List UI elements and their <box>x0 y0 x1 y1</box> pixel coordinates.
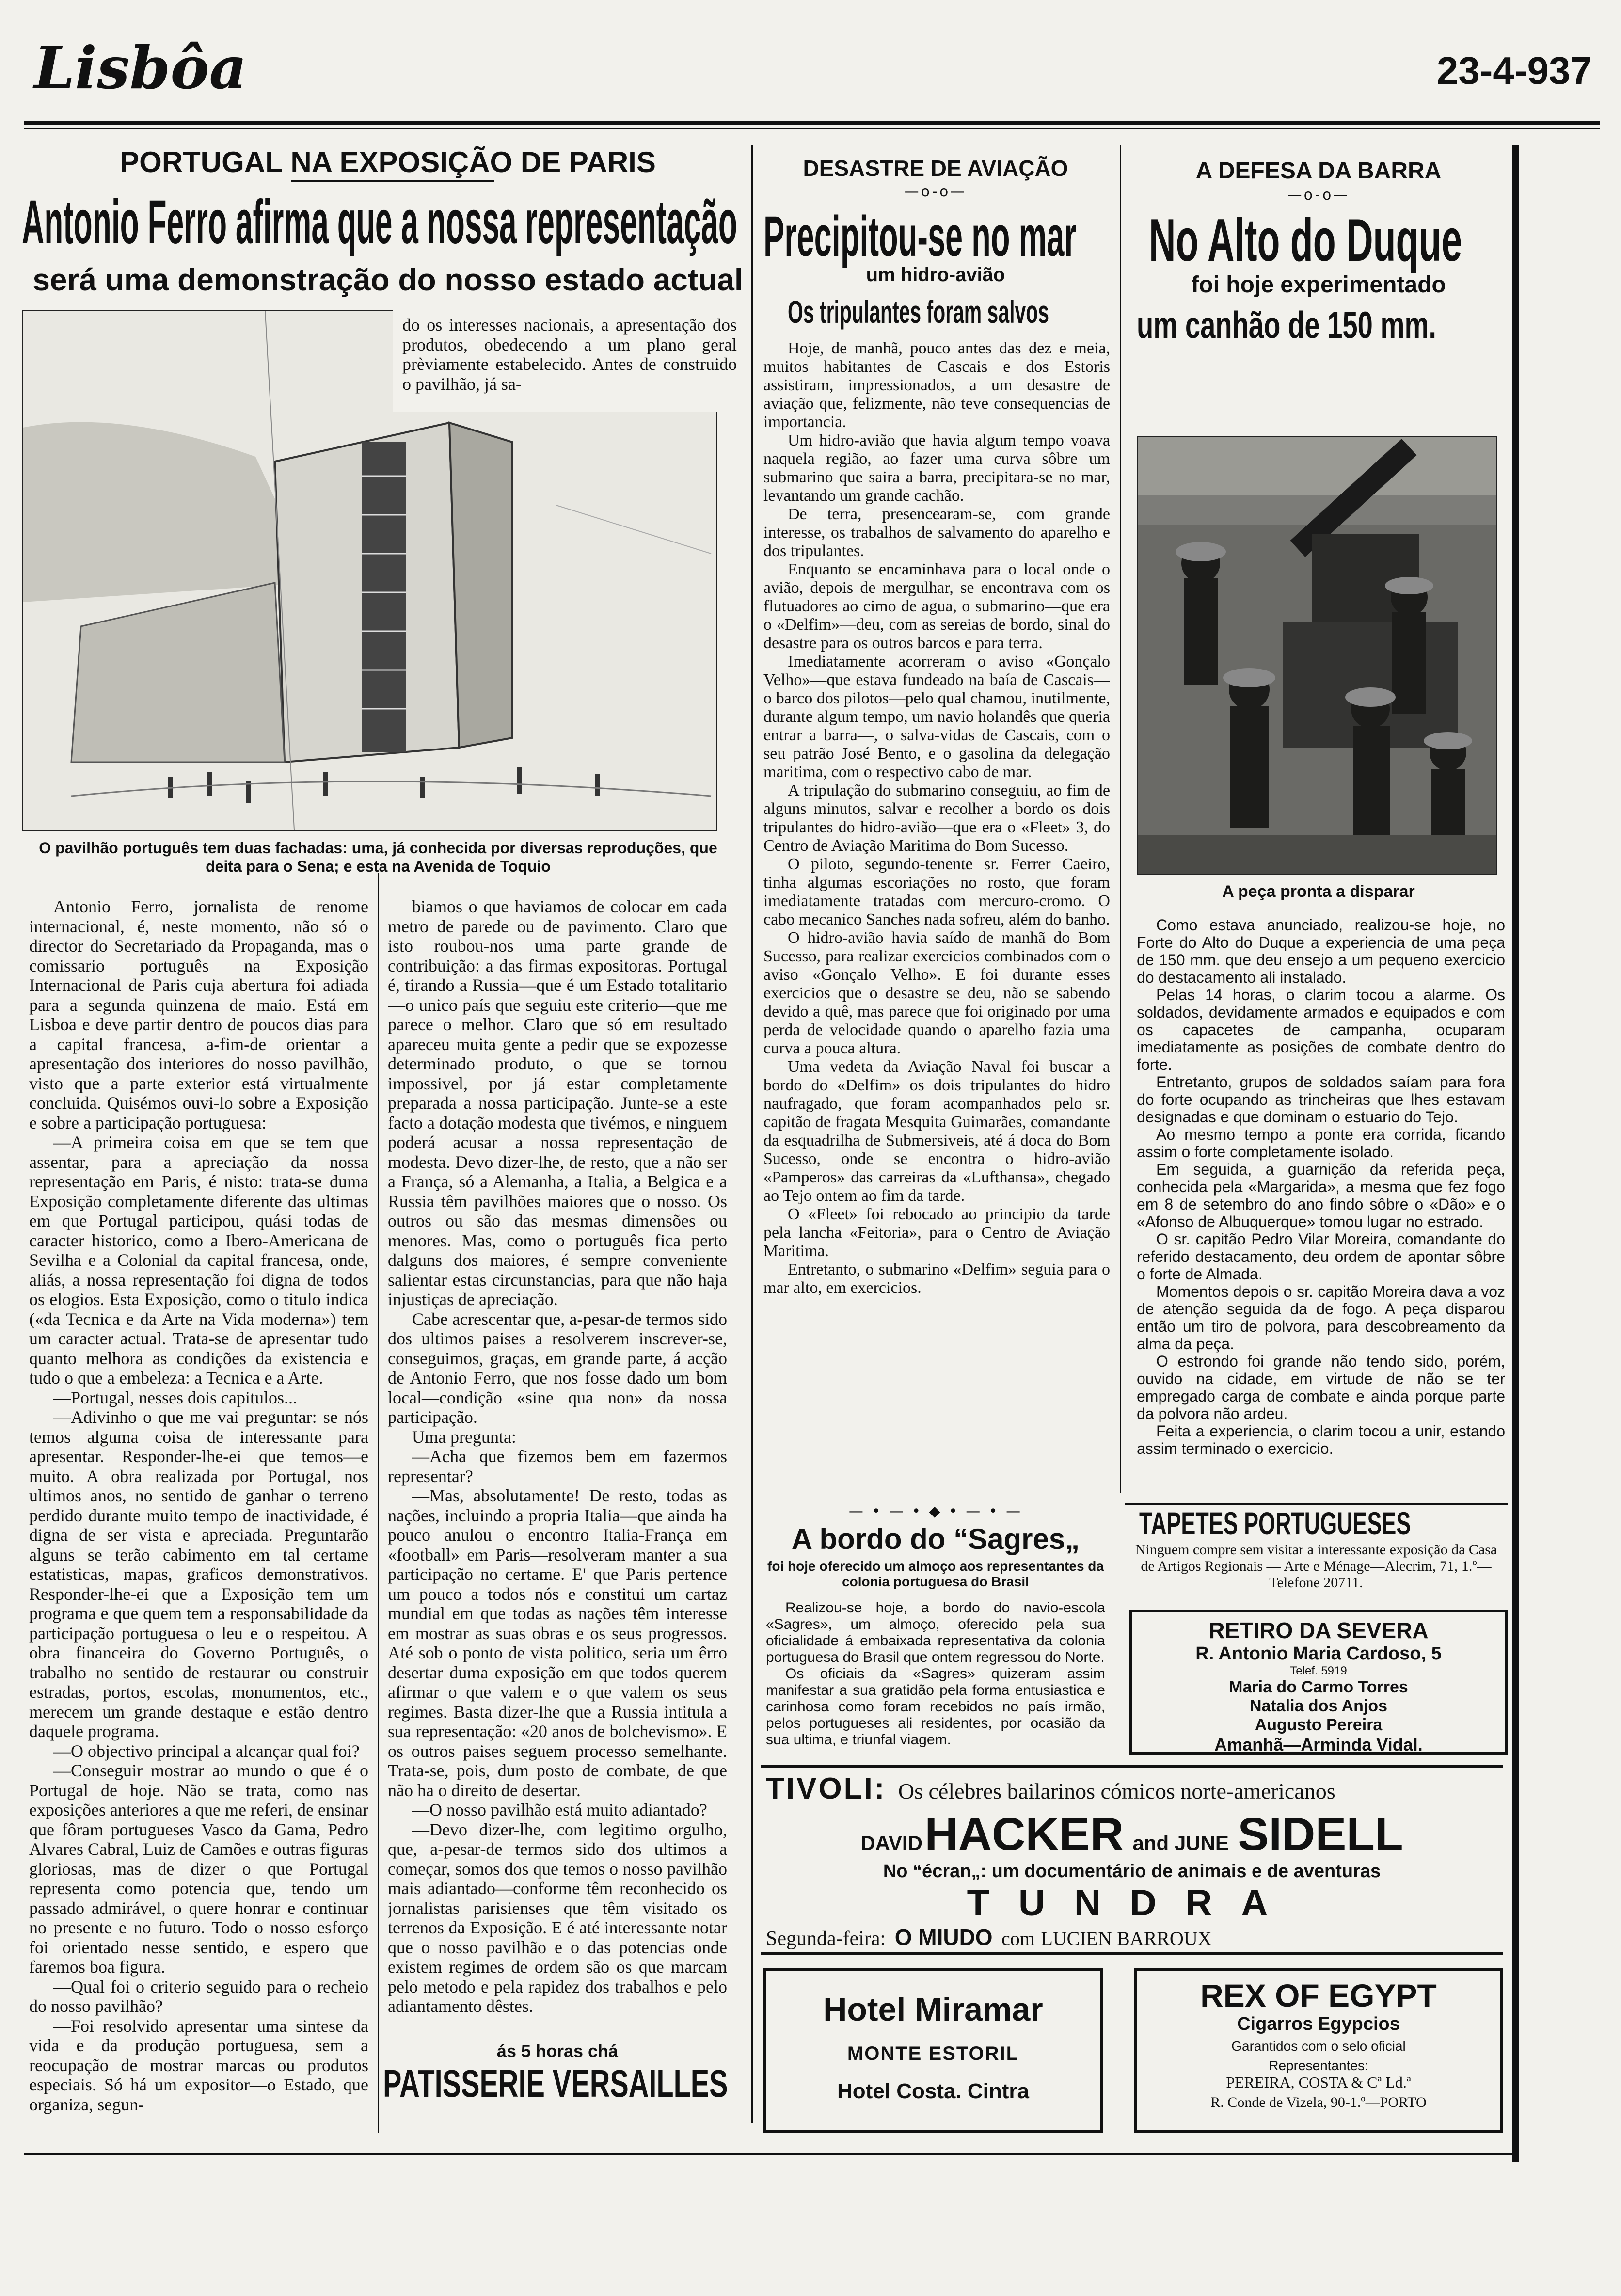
tivoli-ad <box>761 1765 1503 1955</box>
masthead-rule-thin <box>24 128 1600 129</box>
defense-body <box>1137 916 1505 1493</box>
paragraph: O estrondo foi grande não tendo sido, porém, ouvido na cidade, em virtude de não se ter empregado carga de combate e ainda porque parte da polvora não ardeu. <box>1137 1353 1505 1422</box>
paragraph: —Mas, absolutamente! De resto, todas as nações, incluindo a propria Italia—que ainda ha pouco anulou o encontro Italia-França em «football» em Paris—resolveram manter a sua participação no certame. E' que Paris pertence um pouco a todos nós e constitui um cartaz mundial em que todas as nações têm interesse em mostrar as suas obras e os seus progressos. Até sob o ponto de vista politico, seria um êrro desertar duma exposição em que todos querem afirmar o que valem e o que valem os seus regimes. Basta dizer-lhe que a Russia intitula a sua representação: «20 anos de bolchevismo». E os outros paises seguem processo semelhante. Trata-se, pois, dum posto de combate, de que não ha o direito de desertar. <box>388 1486 727 1800</box>
tivoli-performers <box>761 1808 1503 1861</box>
severa-phone: Telef. 5919 <box>1290 1664 1347 1677</box>
patisserie-name: PATISSERIE VERSAILLES <box>383 2062 728 2105</box>
column-rule <box>378 873 379 2133</box>
patisserie-time: ás 5 horas chá <box>496 2041 619 2061</box>
sagres-subhead: foi hoje oferecido um almoço aos representantes da colonia portuguesa do Brasil <box>767 1559 1104 1589</box>
miramar-ad <box>763 1968 1103 2133</box>
page-border-bottom <box>24 2152 1517 2155</box>
paragraph: —A primeira coisa em que se tem que assentar, para a apreciação da nossa representação em Paris, é nisto: trata-se duma Exposição completamente diferente das ultimas em que Portugal participou, quási todas de caracter historico, como a Ibero-Americana de Sevilha e a Colonial da capital francesa, onde, aliás, a nossa representação foi digna de todos os elogios. Esta Exposição, como o titulo indica («da Tecnica e da Arte na Vida moderna») tem um caracter actual. Trata-se de apresentar tudo quanto melhora as condições da existencia e tudo o que a embeleza: a Tecnica e a Arte. <box>29 1132 368 1387</box>
sagres-headline: A bordo do “Sagres„ <box>791 1523 1080 1555</box>
paragraph: —O objectivo principal a alcançar qual foi? <box>53 1741 360 1761</box>
paragraph: O sr. capitão Pedro Vilar Moreira, comandante do referido destacamento, deu ordem de apontar sôbre o forte de Almada. <box>1137 1230 1505 1283</box>
aviation-body <box>763 339 1110 1498</box>
paragraph: Hoje, de manhã, pouco antes das dez e meia, muitos habitantes de Cascais e dos Estoris assistiram, impressionados, a um desastre de aviação que, felizmente, não teve consequencias de importancia. <box>763 339 1110 431</box>
paragraph: —O nosso pavilhão está muito adiantado? <box>412 1800 707 1819</box>
paragraph: —Conseguir mostrar ao mundo o que é o Portugal de hoje. Não se trata, como nas exposições anteriores a que me referi, de ensinar que fôram portugueses Vasco da Gama, Pedro Alvares Cabral, Luiz de Camões e outras figuras gloriosas, mas de dizer o que Portugal representa como potencia que, tendo um passado admirável, o quere honrar e continuar no presente e no futuro. Todo o nosso esforço foi orientado nesse sentido, e espero que faremos boa figura. <box>29 1761 368 1977</box>
tapetes-title: TAPETES PORTUGUESES <box>1139 1505 1411 1541</box>
masthead-rule <box>24 121 1600 125</box>
defense-ornament: —o-o— <box>1287 187 1350 204</box>
tivoli-name: TIVOLI: <box>766 1772 887 1805</box>
paragraph: Ao mesmo tempo a ponte era corrida, ficando assim o forte completamente isolado. <box>1137 1126 1505 1161</box>
rex-title: REX OF EGYPT <box>1200 1977 1437 2013</box>
paragraph: A tripulação do submarino conseguiu, ao fim de alguns minutos, salvar e recolher a bordo os dois tripulantes do hidro-avião—que era o «Fleet» 3, do Centro de Aviação Maritima do Bom Sucesso. <box>763 781 1110 855</box>
tivoli-ecran: No “écran„: um documentário de animais e de aventuras <box>883 1861 1381 1881</box>
tivoli-tagline: Os célebres bailarinos cómicos norte-americanos <box>898 1779 1335 1803</box>
aviation-deck: Os tripulantes foram salvos <box>788 294 1049 330</box>
paragraph: biamos o que haviamos de colocar em cada metro de parede ou de pavimento. Claro que isto roubou-nos uma parte grande de contribuição: a das firmas expositoras. Portugal é, tirando a Russia—que é um Estado totalitario—o unico país que seguiu este criterio—que me parece o melhor. Claro que só em resultado apareceu muita gente a pedir que se expozesse determinado produto, o que se tornou impossivel, por já estar completamente preparada a nossa participação. Junte-se a este facto a dotação modesta que tivémos, e ninguem poderá acusar a nossa representação de modesta. Devo dizer-lhe, de resto, que a não ser a França, só a Alemanha, a Italia, a Belgica e a Russia têm pavilhões maiores que o nosso. Os outros ou são das mesmas dimensões ou menores. Mas, como o português fica perto dalguns dos maiores, é sempre conveniente salientar estas circunstancias, para que não haja injustiças de apreciação. <box>388 897 727 1309</box>
pavilion-caption: O pavilhão português tem duas fachadas: uma, já conhecida por diversas reproduções, que deita para o Sena; e esta na Avenida de Toquio <box>39 839 717 875</box>
severa-artist: Augusto Pereira <box>1255 1716 1383 1734</box>
paragraph: Como estava anunciado, realizou-se hoje, no Forte do Alto do Duque a experiencia de uma peça de 150 mm. que deu ensejo a um pequeno exercicio do destacamento ali instalado. <box>1137 916 1505 986</box>
tivoli-header <box>761 1771 1503 1806</box>
tivoli-monday-film: O MIUDO <box>894 1925 993 1950</box>
sagres-ornament: — • — • ◆ • — • — <box>848 1503 1023 1520</box>
paragraph: Os oficiais da «Sagres» quizeram assim manifestar a sua gratidão pela forma entusiastica e carinhosa como foram recebidos no país irmão, pelos portugueses ali residentes, por ocasião da sua ultima, e triunfal viagem. <box>766 1666 1105 1748</box>
miramar-other: Hotel Costa. Cintra <box>837 2079 1030 2103</box>
cannon-illustration <box>1138 437 1496 874</box>
page-border-right <box>1512 145 1519 2162</box>
paragraph: Em seguida, a guarnição da referida peça, conhecida pela «Margarida», a mesma que fez fogo em 8 de setembro do ano findo sôbre o «Dão» e o «Afonso de Albuquerque» tomou lugar no estrado. <box>1137 1161 1505 1230</box>
paragraph: Pelas 14 horas, o clarim tocou a alarme. Os soldados, devidamente armados e equipados e com os capacetes de campanha, ocuparam imediatamente as posições de combate dentro do forte. <box>1137 986 1505 1073</box>
main-kicker: PORTUGAL NA EXPOSIÇÃO DE PARIS <box>120 146 656 178</box>
paragraph: Feita a experiencia, o clarim tocou a unir, estando assim terminado o exercicio. <box>1137 1422 1505 1457</box>
defense-subhead: foi hoje experimentado <box>1191 272 1446 298</box>
paragraph: De terra, presencearam-se, com grande interesse, os trabalhos de salvamento do aparelho e dos tripulantes. <box>763 505 1110 560</box>
masthead-date: 23-4-937 <box>1436 49 1592 92</box>
severa-artist: Maria do Carmo Torres <box>1229 1678 1408 1696</box>
tivoli-film: TUNDRA <box>967 1882 1297 1924</box>
main-column-2 <box>388 897 727 2031</box>
paragraph: O piloto, segundo-tenente sr. Ferrer Caeiro, tinha algumas escoriações no rosto, que foram imediatamente tratadas com mercuro-cromo. O cabo mecanico Sanches nada sofreu, além do banho. <box>763 855 1110 928</box>
paragraph: O hidro-avião havia saído de manhã do Bom Sucesso, para realizar exercicios combinados com o aviso «Gonçalo Velho». E foi durante esses exercicios que o desastre se deu, não se sabendo devido a quê, mas parece que foi originado por uma perda de velocidade quando o aparelho fazia uma curva a pouca altura. <box>763 929 1110 1057</box>
aviation-kicker: DESASTRE DE AVIAÇÃO <box>803 156 1068 181</box>
tapetes-text: Ninguem compre sem visitar a interessante exposição da Casa de Artigos Regionais — Arte e Ménage—Alecrim, 71, 1.º—Telefone 20711. <box>1135 1542 1497 1591</box>
paragraph: —Adivinho o que me vai preguntar: se nós temos alguma coisa de interessante para apresentar. Responder-lhe-ei que temos—e muito. A obra realizada por Portugal, nos ultimos anos, no sentido de ganhar o terreno perdido durante muito tempo de inactividade, é digna de ser vista e apreciada. Preguntarão alguns se terão cabimento em tal certame estatisticas, mapas, graficos demonstrativos. Responder-lhe-ei que a Exposição tem um programa e que quem tem a responsabilidade da participação portuguesa o leu e o respeitou. A obra financeira do Governo Português, o trabalho no sentido de restaurar ou construir estradas, portos, escolas, monumentos, etc., merecem um grande destaque e estão dentro daquele programa. <box>29 1407 368 1741</box>
paragraph: —Qual foi o criterio seguido para o recheio do nosso pavilhão? <box>29 1977 368 2016</box>
cannon-caption: A peça pronta a disparar <box>1222 882 1415 901</box>
paragraph: —Portugal, nesses dois capitulos... <box>53 1387 297 1407</box>
rex-guarantee: Garantidos com o selo oficial <box>1231 2039 1406 2054</box>
tivoli-david: DAVID <box>860 1832 922 1854</box>
paragraph: Momentos depois o sr. capitão Moreira dava a voz de atenção seguida da de fogo. A peça disparou então um tiro de polvora, para descobreamento da alma da peça. <box>1137 1283 1505 1353</box>
miramar-title: Hotel Miramar <box>823 1991 1043 2028</box>
rex-address: R. Conde de Vizela, 90-1.º—PORTO <box>1210 2094 1427 2110</box>
defense-deck: um canhão de 150 mm. <box>1137 303 1436 346</box>
main-headline: Antonio Ferro afirma que a nossa representação <box>22 188 737 257</box>
aviation-headline: Precipitou-se no mar <box>763 205 1077 269</box>
rex-reps: PEREIRA, COSTA & Cª Ld.ª <box>1226 2073 1411 2091</box>
defense-headline: No Alto do Duque <box>1149 207 1462 274</box>
paragraph: —Foi resolvido apresentar uma sintese da vida e da produção portuguesa, sem a reocupação de mostrar marcas ou produtos especiais. Só há um expositor—o Estado, que organiza, segun- <box>29 2016 368 2114</box>
paragraph: O «Fleet» foi rebocado ao principio da tarde pela lancha «Feitoria», para o Centro de Aviação Maritima. <box>763 1205 1110 1260</box>
paragraph: —Acha que fizemos bem em fazermos representar? <box>388 1447 727 1486</box>
severa-address: R. Antonio Maria Cardoso, 5 <box>1195 1643 1442 1664</box>
column-rule <box>1120 145 1121 1493</box>
tivoli-sidell: SIDELL <box>1238 1808 1403 1860</box>
rex-ad <box>1134 1968 1503 2133</box>
tivoli-com: com <box>1001 1928 1035 1949</box>
severa-ad <box>1129 1610 1508 1755</box>
paragraph: —Devo dizer-lhe, com legitimo orgulho, que, a-pesar-de termos sido dos ultimos a começar, somos dos que temos o nosso pavilhão mais adiantado—conforme têm reconhecido os jornalistas parisienses que têm visitado os terrenos da Exposição. E é até interessante notar que o nosso pavilhão e o das potencias onde existem regimes de ordem são os que marcam pelo metodo e pela rapidez dos trabalhos e pelo adiantamento dêstes. <box>388 1819 727 2016</box>
tapetes-ad <box>1125 1503 1508 1591</box>
severa-footer: Amanhã—Arminda Vidal. <box>1214 1735 1423 1754</box>
severa-title: RETIRO DA SEVERA <box>1208 1618 1429 1643</box>
paragraph: Antonio Ferro, jornalista de renome internacional, é, neste momento, não só o director do Secretariado da Propaganda, mas o comissario português na Exposição Internacional de Paris cuja abertura foi adiada para a segunda quinzena de maio. Está em Lisboa e deve partir dentro de poucos dias para a capital francesa, a-fim-de orientar a apresentação dos interiores do nosso pavilhão, visto que a parte exterior está virtualmente concluida. Quisémos ouvi-lo sobre a Exposição e sobre a participação portuguesa: <box>29 897 368 1132</box>
tivoli-actor: LUCIEN BARROUX <box>1041 1928 1212 1949</box>
paragraph: Enquanto se encaminhava para o local onde o avião, depois de mergulhar, se encontrava com os flutuadores ao cimo de agua, o submarino—que era o «Delfim»—deu, com as sereias de bordo, sinal do desastre para os outros barcos e para terra. <box>763 560 1110 652</box>
tivoli-monday <box>766 1924 1503 1950</box>
tivoli-and-june: and JUNE <box>1132 1832 1229 1854</box>
column-rule <box>751 145 753 2123</box>
aviation-ornament: —o-o— <box>904 183 967 200</box>
defense-kicker: A DEFESA DA BARRA <box>1195 158 1442 184</box>
cannon-photo <box>1137 436 1497 875</box>
patisserie-ad <box>383 2041 732 2106</box>
masthead-title: Lisbôa <box>34 34 247 102</box>
paragraph: Realizou-se hoje, a bordo do navio-escola «Sagres», um almoço, oferecido pela sua oficialidade á embaixada representativa da colonia portuguesa do Brasil que ontem regressou do Norte. <box>766 1600 1105 1665</box>
rex-sub: Cigarros Egypcios <box>1237 2014 1400 2034</box>
kicker-underline <box>291 180 494 182</box>
main-column-1 <box>29 897 368 2138</box>
sagres-body <box>766 1600 1105 1755</box>
aviation-subhead: um hidro-avião <box>866 264 1005 286</box>
tivoli-monday-label: Segunda-feira: <box>766 1928 886 1950</box>
rex-reps-label: Representantes: <box>1269 2058 1368 2073</box>
paragraph: Uma pregunta: <box>412 1427 516 1447</box>
paragraph: Entretanto, grupos de soldados saíam para fora do forte ocupando as trincheiras que lhes estavam designadas e que dominam o estuario do Tejo. <box>1137 1073 1505 1126</box>
paragraph: Imediatamente acorreram o aviso «Gonçalo Velho»—que estava fundeado na baía de Cascais—o barco dos pilotos—pelo qual chamou, inutilmente, durante algum tempo, um navio holandês que queria entrar a barra—, o salva-vidas de Cascais, com o seu patrão José Bento, e o gasolina da delegação maritima, com o respectivo cabo de mar. <box>763 653 1110 781</box>
paragraph: Uma vedeta da Aviação Naval foi buscar a bordo do «Delfim» os dois tripulantes do hidro naufragado, que foram acompanhados pelo sr. capitão de fragata Mesquita Guimarães, comandante da esquadrilha de Submersiveis, até á doca do Bom Sucesso, onde se encontra o hidro-avião «Pamperos» das carreiras da «Lufthansa», chegado ao Tejo ontem ao fim da tarde. <box>763 1058 1110 1205</box>
paragraph: Cabe acrescentar que, a-pesar-de termos sido dos ultimos paises a resolverem inscrever-se, conseguimos, graças, em grande parte, á acção de Antonio Ferro, que nos fosse dado um bom local—condição «sine qua non» da nossa participação. <box>388 1309 727 1427</box>
paragraph: Entretanto, o submarino «Delfim» seguia para o mar alto, em exercicios. <box>763 1260 1110 1297</box>
paragraph: Um hidro-avião que havia algum tempo voava naquela região, ao fazer uma curva sôbre um submarino que saira a barra, precipitara-se no mar, levantando um grande cachão. <box>763 431 1110 505</box>
tivoli-hacker: HACKER <box>924 1808 1124 1860</box>
main-intro <box>393 310 737 412</box>
miramar-place: MONTE ESTORIL <box>847 2043 1019 2064</box>
intro-paragraph: do os interesses nacionais, a apresentação dos produtos, obedecendo a um plano geral prèviamente estabelecido. Antes de construido o pavilhão, já sa- <box>402 315 737 394</box>
severa-artist: Natalia dos Anjos <box>1249 1697 1388 1715</box>
main-subhead: será uma demonstração do nosso estado actual <box>32 262 743 297</box>
